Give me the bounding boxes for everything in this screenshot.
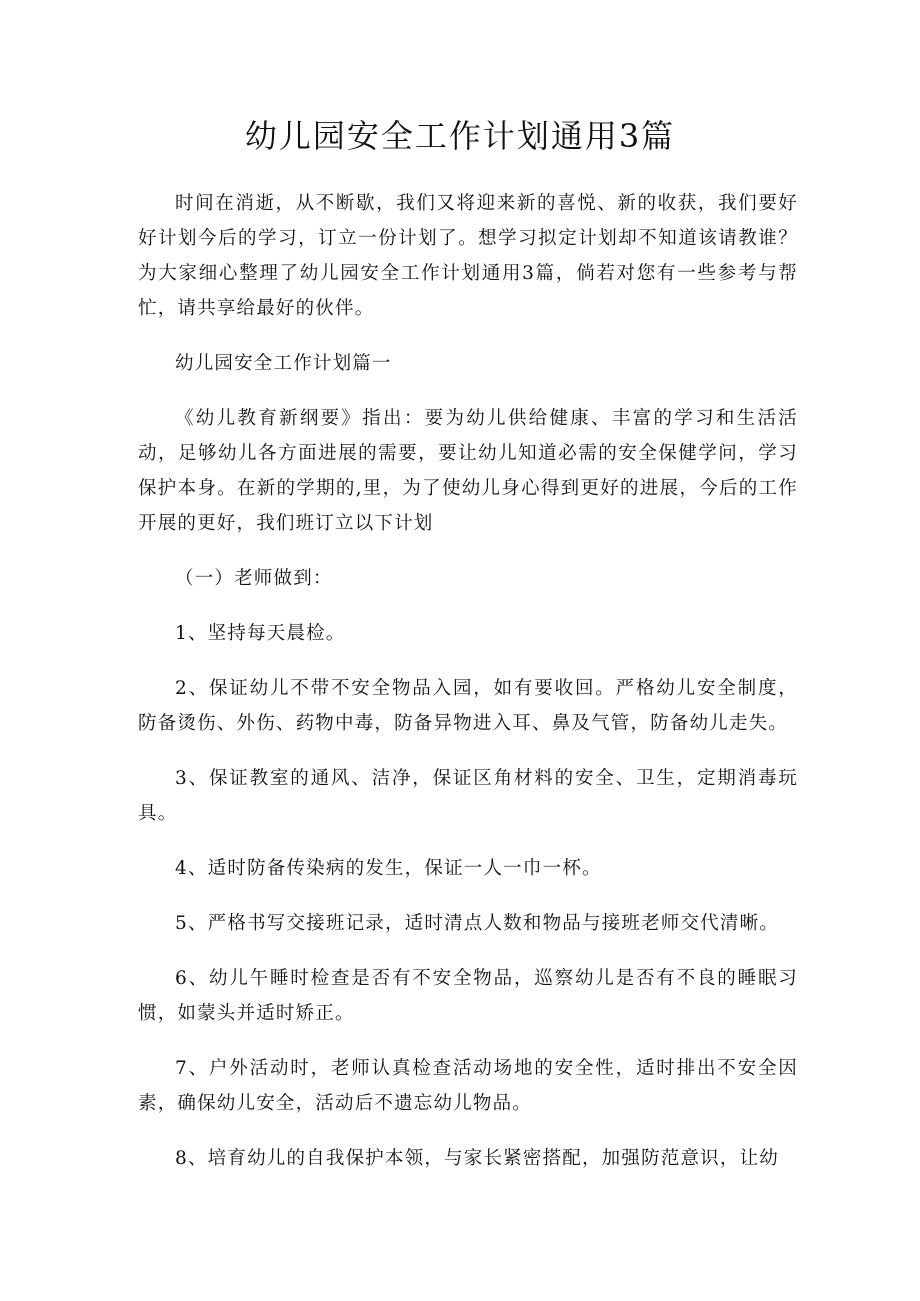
section-heading: 幼儿园安全工作计划篇一 [175,353,392,374]
intro-paragraph: 时间在消逝，从不断歇，我们又将迎来新的喜悦、新的收获，我们要好好计划今后的学习，订立一份计划了。想学习拟定计划却不知道该请教谁？为大家细心整理了幼儿园安全工作计划通用3篇，倘若对您有一些参考与帮忙，请共享给最好的伙伴。 [138,193,798,319]
list-item: 4、适时防备传染病的发生，保证一人一巾一杯。 [175,858,602,879]
document-title: 幼儿园安全工作计划通用3篇 [244,117,676,155]
list-item: 6、幼儿午睡时检查是否有不安全物品，巡察幼儿是否有不良的睡眠习惯，如蒙头并适时矫正。 [138,968,798,1024]
list-item: 5、严格书写交接班记录，适时清点人数和物品与接班老师交代清晰。 [175,913,779,934]
subsection-heading: （一）老师做到： [175,568,333,589]
list-item: 1、坚持每天晨检。 [175,623,346,644]
body-paragraph: 《幼儿教育新纲要》指出：要为幼儿供给健康、丰富的学习和生活活动，足够幼儿各方面进展的需要，要让幼儿知道必需的安全保健学问，学习保护本身。在新的学期的,里，为了使幼儿身心得到更好的进展，今后的工作开展的更好，我们班订立以下计划 [138,408,798,534]
list-item: 2、保证幼儿不带不安全物品入园，如有要收回。严格幼儿安全制度，防备烫伤、外伤、药物中毒，防备异物进入耳、鼻及气管，防备幼儿走失。 [138,678,798,734]
list-item: 7、户外活动时，老师认真检查活动场地的安全性，适时排出不安全因素，确保幼儿安全，活动后不遗忘幼儿物品。 [138,1058,798,1114]
list-item: 8、培育幼儿的自我保护本领，与家长紧密搭配，加强防范意识，让幼 [175,1148,779,1169]
list-item: 3、保证教室的通风、洁净，保证区角材料的安全、卫生，定期消毒玩具。 [138,768,798,824]
document-body [138,186,798,1196]
